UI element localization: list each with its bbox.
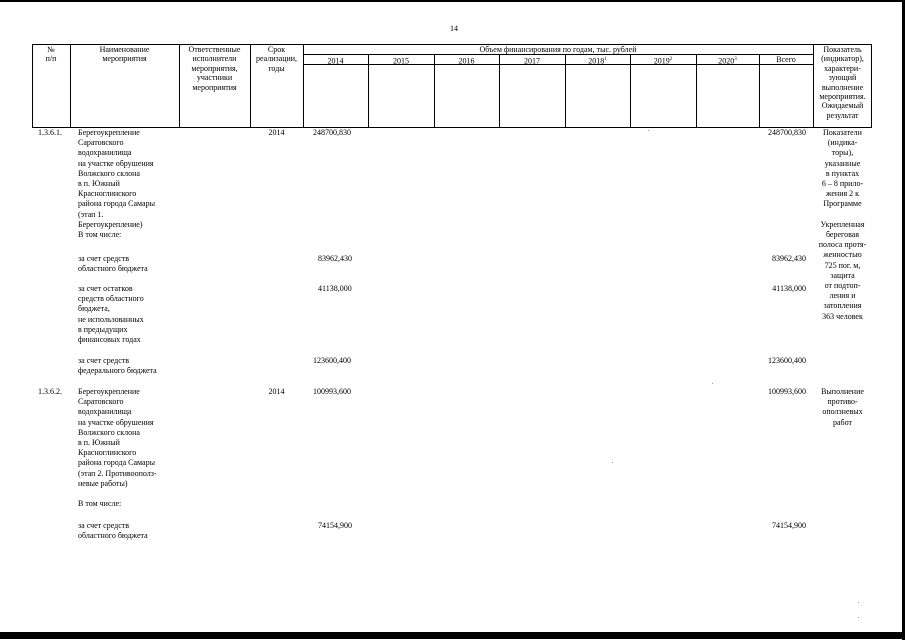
header-year-2018: 2018$^1$ <box>588 56 607 66</box>
row-term: 2014 <box>268 128 285 137</box>
header-year-2015: 2015 <box>393 56 409 66</box>
header-year-2020: 2020$^3$ <box>718 56 737 66</box>
header-responsible: Ответственные исполнители мероприятия, участники мероприятия <box>188 45 241 92</box>
header-num: № п/п <box>45 45 57 64</box>
header-year-2014: 2014 <box>327 56 344 66</box>
subrow-name: за счет остатков средств областного бюджета, не использованных в предыдущих финансовых годах <box>78 284 144 345</box>
scan-speck <box>858 602 859 603</box>
row-value-total: 100993,600 <box>768 387 806 396</box>
scan-speck <box>858 617 859 618</box>
row-term: 2014 <box>268 387 285 396</box>
row-value-2014: 248700,830 <box>313 128 351 137</box>
subrow-value-total: 41138,000 <box>772 284 806 293</box>
scan-speck <box>648 130 649 131</box>
scan-speck <box>712 383 713 384</box>
subrow-value-total: 83962,430 <box>772 254 806 263</box>
subrow-value-total: 74154,900 <box>772 521 806 530</box>
header-funding: Объем финансирования по годам, тыс. рублей <box>479 45 637 54</box>
subrow-name: за счет средств областного бюджета <box>78 521 148 541</box>
table-header <box>32 44 872 127</box>
header-year-2017: 2017 <box>524 56 540 66</box>
row-value-total: 248700,830 <box>768 128 806 137</box>
scan-speck <box>612 462 613 463</box>
header-year-2016: 2016 <box>458 56 475 66</box>
scan-border-bottom <box>0 632 905 639</box>
subrow-name: за счет средств областного бюджета <box>78 254 148 274</box>
header-name: Наименование мероприятия <box>99 45 150 64</box>
row-indicator: Показатели (индика- торы), указанные в пунктах 6 – 8 прило- жения 2 к Программе Укрепленная береговая полоса протя- женностью 725 пог. м, защита от подтоп- ления и затопления 363 человек <box>818 128 867 321</box>
header-indicator: Показатель (индикатор), характери- зующий выполнение мероприятия. Ожидаемый результат <box>819 45 866 120</box>
header-term: Срок реализации, годы <box>255 45 298 73</box>
row-number: 1.3.6.1. <box>38 128 62 137</box>
page-number: 14 <box>450 24 458 33</box>
subrow-value-total: 123600,400 <box>768 356 806 365</box>
row-number: 1.3.6.2. <box>38 387 62 396</box>
subrow-name: за счет средств федерального бюджета <box>78 356 157 376</box>
row-name: Берегоукрепление Саратовского водохранилища на участке обрушения Волжского склона в п. Южный Красноглинского района города Самары (этап 2. Противоополз- невые работы) В том числе: <box>78 387 157 509</box>
header-year-2019: 2019$^2$ <box>653 56 673 66</box>
subrow-value-2014: 83962,430 <box>318 254 352 263</box>
subrow-value-2014: 74154,900 <box>318 521 352 530</box>
subrow-value-2014: 123600,400 <box>313 356 351 365</box>
row-value-2014: 100993,600 <box>313 387 351 396</box>
row-name: Берегоукрепление Саратовского водохранилища на участке обрушения Волжского склона в п. Южный Красноглинского района города Самары (этап 1. Берегоукрепление) В том числе: <box>78 128 155 240</box>
row-indicator: Выполнение противо- оползневых работ <box>821 387 864 427</box>
subrow-value-2014: 41138,000 <box>318 284 352 293</box>
header-total: Всего <box>776 55 796 64</box>
scan-border-top <box>0 0 905 2</box>
